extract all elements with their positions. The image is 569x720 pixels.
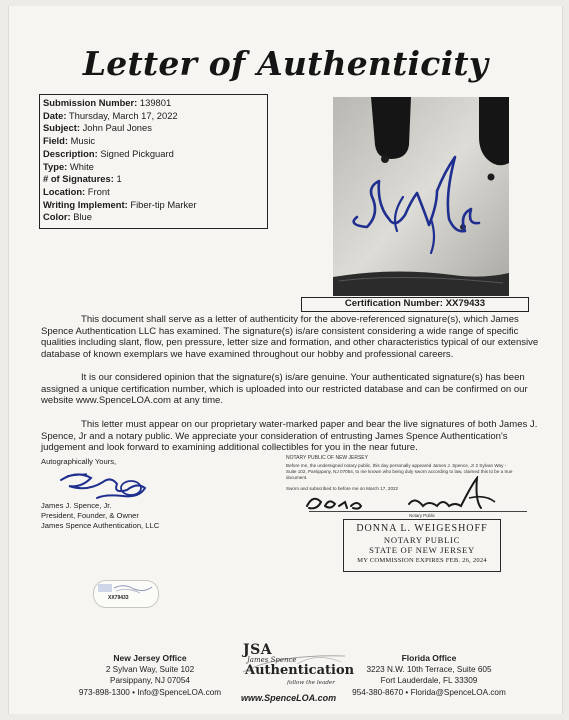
info-label: Writing Implement: [43,198,128,210]
nj-office-city: Parsippany, NJ 07054 [110,676,190,686]
info-value: Blue [73,211,92,223]
spence-signature-graphic [57,466,157,504]
info-label: # of Signatures: [43,173,114,185]
info-label: Submission Number: [43,97,138,108]
info-value: Fiber-tip Marker [130,198,197,210]
jsa-hologram-icon [94,581,158,607]
info-value: White [69,160,94,172]
info-label: Type: [43,160,68,172]
notary-signature [299,476,509,521]
fl-office-contact: 954-380-8670 • Florida@SpenceLOA.com [352,687,506,697]
info-label: Color: [43,211,71,223]
info-label: Field: [43,135,68,147]
info-label: Subject: [43,122,80,134]
loa-document [8,6,563,714]
logo-james-spence: James Spence [247,656,297,664]
nj-office-block [60,653,240,698]
notary-statement: Before me, the undersigned notary public, this day personally appeared James J. Spence, Jr 2 Sylvan Way - Suite 102, Parsippany, NJ 07054, to me known who being duly sworn according to law, claimed this to be a true document. [286,463,513,480]
certification-number-box: Certification Number: XX79433 [301,297,529,312]
info-row-writing-implement [43,199,264,212]
paragraph-authenticity [41,314,546,360]
notary-public-label: Notary Public [409,513,436,518]
submission-info-box [39,94,268,229]
item-photo [333,97,509,296]
paragraph-opinion [41,372,546,407]
stamp-name: DONNA L. WEIGESHOFF [356,523,488,534]
stamp-expiry: MY COMMISSION EXPIRES FEB. 26, 2024 [357,556,487,564]
info-row-submission [43,97,264,110]
fl-office-address: 3223 N.W. 10th Terrace, Suite 605 [366,665,492,675]
jsa-logo [237,642,355,704]
signer-name: James J. Spence, Jr. [41,501,112,510]
info-row-color [43,211,264,224]
nj-office-address: 2 Sylvan Way, Suite 102 [105,665,195,675]
notary-signature-line [309,511,527,512]
fl-office-city: Fort Lauderdale, FL 33309 [380,676,478,686]
hologram-sticker [93,580,159,608]
logo-url: www.SpenceLOA.com [241,693,337,703]
info-value: John Paul Jones [82,122,152,134]
notary-sworn-date: Sworn and subscribed to before me on March 17, 2022 [286,486,399,491]
info-value: Thursday, March 17, 2022 [68,109,178,121]
stamp-title: NOTARY PUBLIC [383,535,461,545]
paragraph-text: It is our considered opinion that the signature(s) is/are genuine. Your authenticated signature(s) has been assigned a unique certification number, which is uploaded into our restricted database and can be confirmed on our website www.SpenceLOA.com at any time. [41,372,528,407]
paragraph-watermark [41,419,546,454]
notary-stamp [343,519,501,572]
info-value: 1 [116,173,122,185]
info-label: Date: [43,109,67,121]
nj-office-name: New Jersey Office [113,653,187,663]
info-label: Description: [43,147,98,159]
info-value: Signed Pickguard [100,147,174,159]
info-row-field [43,135,264,148]
document-title: Letter of Authenticity [82,44,489,83]
info-row-date [43,110,264,123]
sticker-code: XX79433 [108,595,129,601]
stamp-state: STATE OF NEW JERSEY [369,545,475,556]
signer-block [41,501,159,531]
logo-tagline: follow the leader [287,680,335,686]
paragraph-text: This letter must appear on our proprietary water-marked paper and bear the live signatures of both James J. Spence, Jr and a notary public. We appreciate your consideration of entrusting James Spence Authentication's judgement and look forward to examining additional collectibles for you in the near future. [41,419,538,454]
info-value: Front [87,185,110,197]
fl-office-name: Florida Office [401,653,457,663]
info-row-location [43,186,264,199]
info-label: Location: [43,185,86,197]
signer-role: President, Founder, & Owner [41,511,139,520]
info-value: 139801 [139,97,172,108]
info-row-type [43,161,264,174]
signer-company: James Spence Authentication, LLC [41,521,160,530]
info-row-signature-count [43,173,264,186]
info-row-subject [43,122,264,135]
fl-office-block [339,653,519,698]
nj-office-contact: 973-898-1300 • Info@SpenceLOA.com [78,687,222,697]
logo-jsa: JSA [243,642,273,658]
paragraph-text: This document shall serve as a letter of authenticity for the above-referenced signature(s), which James Spence Authentication LLC has examined. The signature(s) is/are consistent considering a wide range of specific qualities including slant, flow, pen pressure, letter size and formation, and other characteristics typical of our extensive database of known exemplars we have examined throughout our hobby and professional careers. [41,314,539,360]
notary-signature-graphic [299,476,509,516]
pickguard-photo-illustration [333,97,509,296]
logo-authentication: Authentication [245,663,355,678]
info-value: Music [70,135,96,147]
notary-heading: NOTARY PUBLIC OF NEW JERSEY [286,455,368,461]
info-row-description [43,148,264,161]
closing-text: Autographically Yours, [41,457,117,466]
